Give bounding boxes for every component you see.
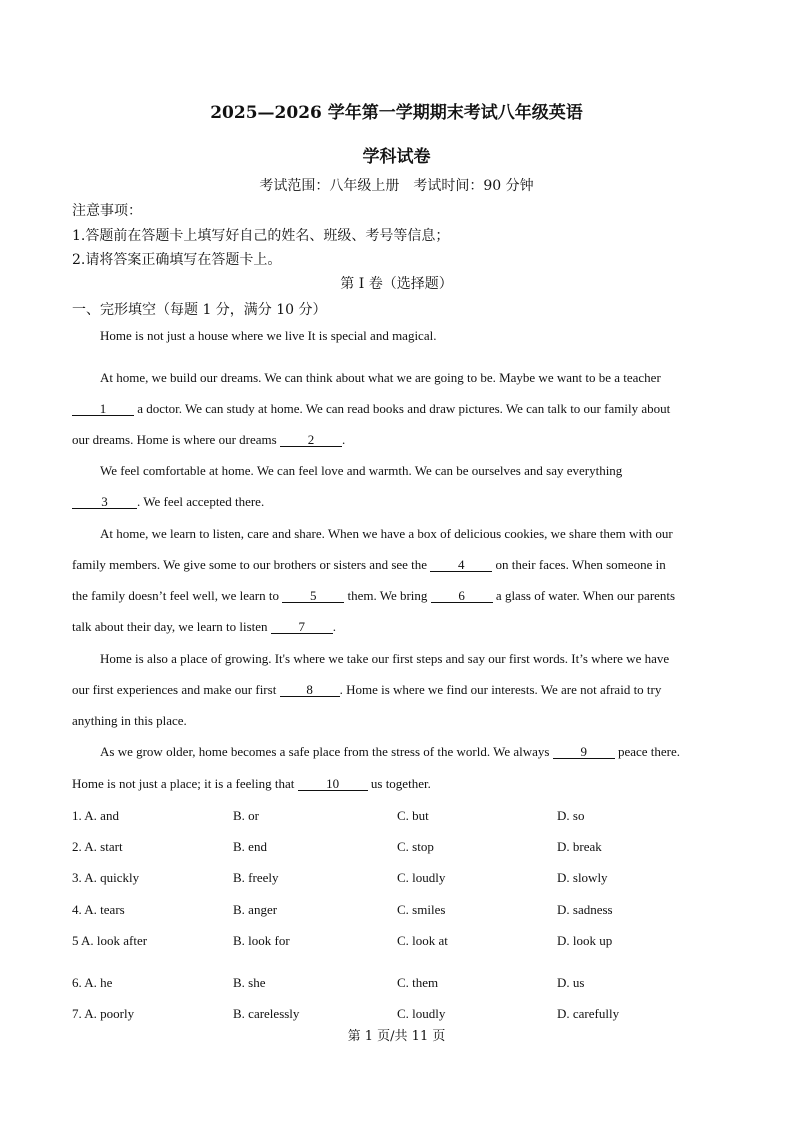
passage-line: talk about their day, we learn to listen 7 . — [72, 619, 337, 634]
option-7c[interactable]: C. loudly — [397, 1006, 446, 1021]
blank-3[interactable]: 3 — [72, 495, 137, 509]
blank-9[interactable]: 9 — [553, 745, 615, 759]
option-3b[interactable]: B. freely — [233, 870, 279, 885]
option-1d[interactable]: D. so — [557, 808, 585, 823]
passage-line: As we grow older, home becomes a safe place from the stress of the world. We always 9 peace there. — [100, 744, 681, 759]
passage-line: family members. We give some to our brothers or sisters and see the 4 on their faces. When someone in — [72, 557, 666, 572]
volume-title: 第 I 卷（选择题） — [340, 276, 453, 292]
option-1b[interactable]: B. or — [233, 808, 259, 823]
option-6d[interactable]: D. us — [557, 975, 585, 990]
option-3d[interactable]: D. slowly — [557, 870, 608, 885]
option-2b[interactable]: B. end — [233, 839, 267, 854]
passage-line: anything in this place. — [72, 713, 187, 728]
passage-line: 3 . We feel accepted there. — [72, 494, 264, 510]
option-1c[interactable]: C. but — [397, 808, 429, 823]
option-5c[interactable]: C. look at — [397, 933, 448, 948]
blank-10[interactable]: 10 — [298, 777, 368, 791]
blank-7[interactable]: 7 — [271, 620, 333, 634]
passage-line: Home is also a place of growing. It's where we take our first steps and say our first words. It’s where we have — [100, 651, 670, 666]
exam-title-line2: 学科试卷 — [362, 147, 431, 167]
option-6c[interactable]: C. them — [397, 975, 439, 990]
page-number: 第 1 页/共 11 页 — [347, 1029, 446, 1044]
notice-heading: 注意事项： — [72, 203, 142, 219]
exam-info: 考试范围：八年级上册 考试时间：90 分钟 — [259, 178, 534, 194]
option-5d[interactable]: D. look up — [557, 933, 613, 948]
option-7a[interactable]: 7. A. poorly — [72, 1006, 135, 1021]
blank-2[interactable]: 2 — [280, 433, 342, 447]
option-4d[interactable]: D. sadness — [557, 902, 613, 917]
option-1a[interactable]: 1. A. and — [72, 808, 119, 823]
option-5b[interactable]: B. look for — [233, 933, 290, 948]
section-heading: 一、完形填空（每题 1 分，满分 10 分） — [72, 302, 327, 318]
option-4b[interactable]: B. anger — [233, 902, 278, 917]
option-6a[interactable]: 6. A. he — [72, 975, 113, 990]
option-2a[interactable]: 2. A. start — [72, 839, 123, 854]
blank-4[interactable]: 4 — [430, 558, 492, 572]
option-4a[interactable]: 4. A. tears — [72, 902, 125, 917]
option-4c[interactable]: C. smiles — [397, 902, 446, 917]
passage-line: Home is not just a place; it is a feeling that 10 us together. — [72, 776, 431, 791]
passage-line: the family doesn’t feel well, we learn to 5 them. We bring 6 a glass of water. When our parents — [72, 588, 676, 603]
blank-5[interactable]: 5 — [282, 589, 344, 603]
notice-item-2: 2.请将答案正确填写在答题卡上。 — [72, 252, 282, 268]
blank-1[interactable]: 1 — [72, 402, 134, 416]
option-3a[interactable]: 3. A. quickly — [72, 870, 140, 885]
passage-line: our first experiences and make our first 8 . Home is where we find our interests. We are not afraid to try — [72, 682, 662, 697]
notice-item-1: 1.答题前在答题卡上填写好自己的姓名、班级、考号等信息； — [72, 228, 450, 244]
exam-title-line1: 2025—2026 学年第一学期期末考试八年级英语 — [210, 103, 583, 123]
option-6b[interactable]: B. she — [233, 975, 266, 990]
blank-6[interactable]: 6 — [431, 589, 493, 603]
passage-line: At home, we build our dreams. We can think about what we are going to be. Maybe we want to be a teacher — [100, 370, 661, 385]
passage-line: At home, we learn to listen, care and share. When we have a box of delicious cookies, we share them with our — [100, 526, 673, 541]
passage-line: We feel comfortable at home. We can feel love and warmth. We can be ourselves and say everything — [100, 463, 623, 478]
option-7b[interactable]: B. carelessly — [233, 1006, 300, 1021]
passage-line: our dreams. Home is where our dreams 2 . — [72, 432, 346, 447]
blank-8[interactable]: 8 — [280, 683, 340, 697]
option-2d[interactable]: D. break — [557, 839, 602, 854]
option-7d[interactable]: D. carefully — [557, 1006, 620, 1021]
option-5a[interactable]: 5 A. look after — [72, 933, 148, 948]
passage-line: Home is not just a house where we live It is special and magical. — [100, 328, 437, 343]
option-2c[interactable]: C. stop — [397, 839, 434, 854]
option-3c[interactable]: C. loudly — [397, 870, 446, 885]
passage-line: 1 a doctor. We can study at home. We can read books and draw pictures. We can talk to our family about — [72, 401, 670, 417]
